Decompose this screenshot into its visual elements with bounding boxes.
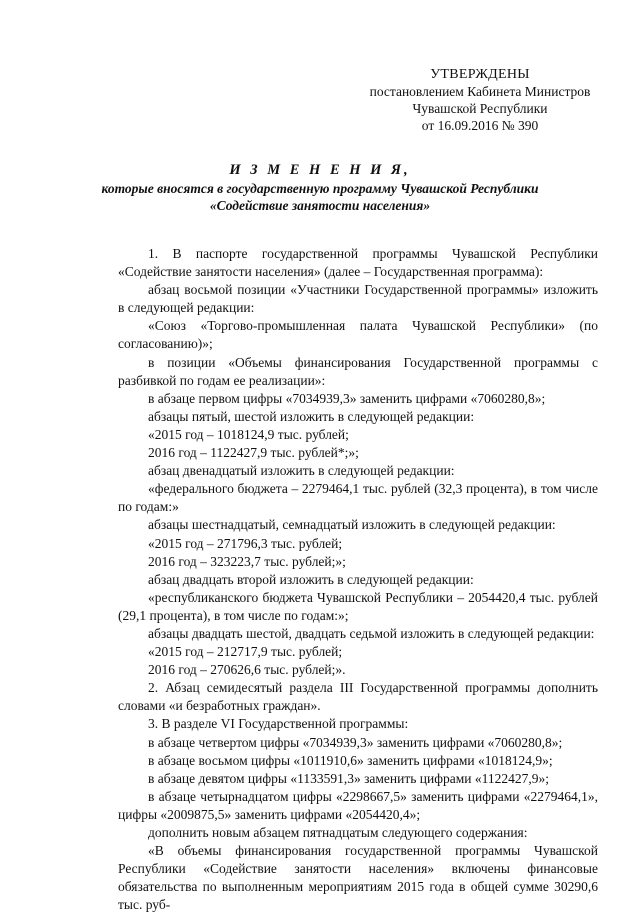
paragraph: «В объемы финансирования государственной программы Чувашской Республики «Содействие занятости населения» включены финансовые обязательства по выполненным мероприятиям 2015 года в общей сумме 30290,6 тыс. руб- xyxy=(118,843,598,913)
paragraph: «федерального бюджета – 2279464,1 тыс. рублей (32,3 процента), в том числе по годам:» xyxy=(118,481,598,515)
title-subtitle-line1: которые вносятся в государственную программу Чувашской Республики xyxy=(101,181,539,196)
paragraph: абзацы шестнадцатый, семнадцатый изложить в следующей редакции: xyxy=(148,517,556,533)
paragraph: 2016 год – 323223,7 тыс. рублей;»; xyxy=(148,553,346,569)
paragraph: 1. В паспорте государственной программы Чувашской Республики «Содействие занятости населения» (далее – Государственная программа): xyxy=(118,246,598,280)
paragraph: «2015 год – 212717,9 тыс. рублей; xyxy=(148,644,343,660)
approval-stamp xyxy=(360,66,600,134)
paragraph: 3. В разделе VI Государственной программы: xyxy=(148,716,409,732)
title-subtitle-line2: «Содействие занятости населения» xyxy=(209,198,431,213)
paragraph: дополнить новым абзацем пятнадцатым следующего содержания: xyxy=(148,825,528,840)
paragraph: 2. Абзац семидесятый раздела III Государственной программы дополнить словами «и безработных граждан». xyxy=(118,680,598,714)
paragraph: «2015 год – 271796,3 тыс. рублей; xyxy=(148,535,343,551)
paragraph: в позиции «Объемы финансирования Государственной программы с разбивкой по годам ее реализации»: xyxy=(118,354,598,388)
document-title xyxy=(0,161,640,214)
paragraph: абзац двадцать второй изложить в следующей редакции: xyxy=(148,571,474,587)
approval-heading: УТВЕРЖДЕНЫ xyxy=(430,67,530,82)
approval-issuer: постановлением Кабинета Министров xyxy=(369,84,591,99)
paragraph: «Союз «Торгово-промышленная палата Чувашской Республики» (по согласованию)»; xyxy=(118,318,598,352)
paragraph: абзацы двадцать шестой, двадцать седьмой изложить в следующей редакции: xyxy=(148,625,595,641)
paragraph: «республиканского бюджета Чувашской Республики – 2054420,4 тыс. рублей (29,1 процента), в том числе по годам:»; xyxy=(118,589,598,623)
paragraph: абзац двенадцатый изложить в следующей редакции: xyxy=(148,463,455,479)
title-heading: И З М Е Н Е Н И Я, xyxy=(229,162,411,178)
paragraph: абзацы пятый, шестой изложить в следующей редакции: xyxy=(148,408,475,424)
paragraph: в абзаце девятом цифры «1133591,3» заменить цифрами «1122427,9»; xyxy=(148,770,550,786)
paragraph: 2016 год – 270626,6 тыс. рублей;». xyxy=(148,662,346,678)
approval-date-number: от 16.09.2016 № 390 xyxy=(421,118,539,133)
document-body xyxy=(118,245,598,914)
approval-republic: Чувашской Республики xyxy=(412,101,548,116)
paragraph: в абзаце четырнадцатом цифры «2298667,5» заменить цифрами «2279464,1», цифры «2009875,5» заменить цифрами «2054420,4»; xyxy=(118,788,598,822)
paragraph: в абзаце первом цифры «7034939,3» заменить цифрами «7060280,8»; xyxy=(148,390,546,406)
paragraph: в абзаце четвертом цифры «7034939,3» заменить цифрами «7060280,8»; xyxy=(148,734,563,750)
paragraph: абзац восьмой позиции «Участники Государственной программы» изложить в следующей редакции: xyxy=(118,282,598,316)
paragraph: «2015 год – 1018124,9 тыс. рублей; xyxy=(148,426,349,442)
paragraph: в абзаце восьмом цифры «1011910,6» заменить цифрами «1018124,9»; xyxy=(148,752,553,768)
paragraph: 2016 год – 1122427,9 тыс. рублей*;»; xyxy=(148,445,359,461)
